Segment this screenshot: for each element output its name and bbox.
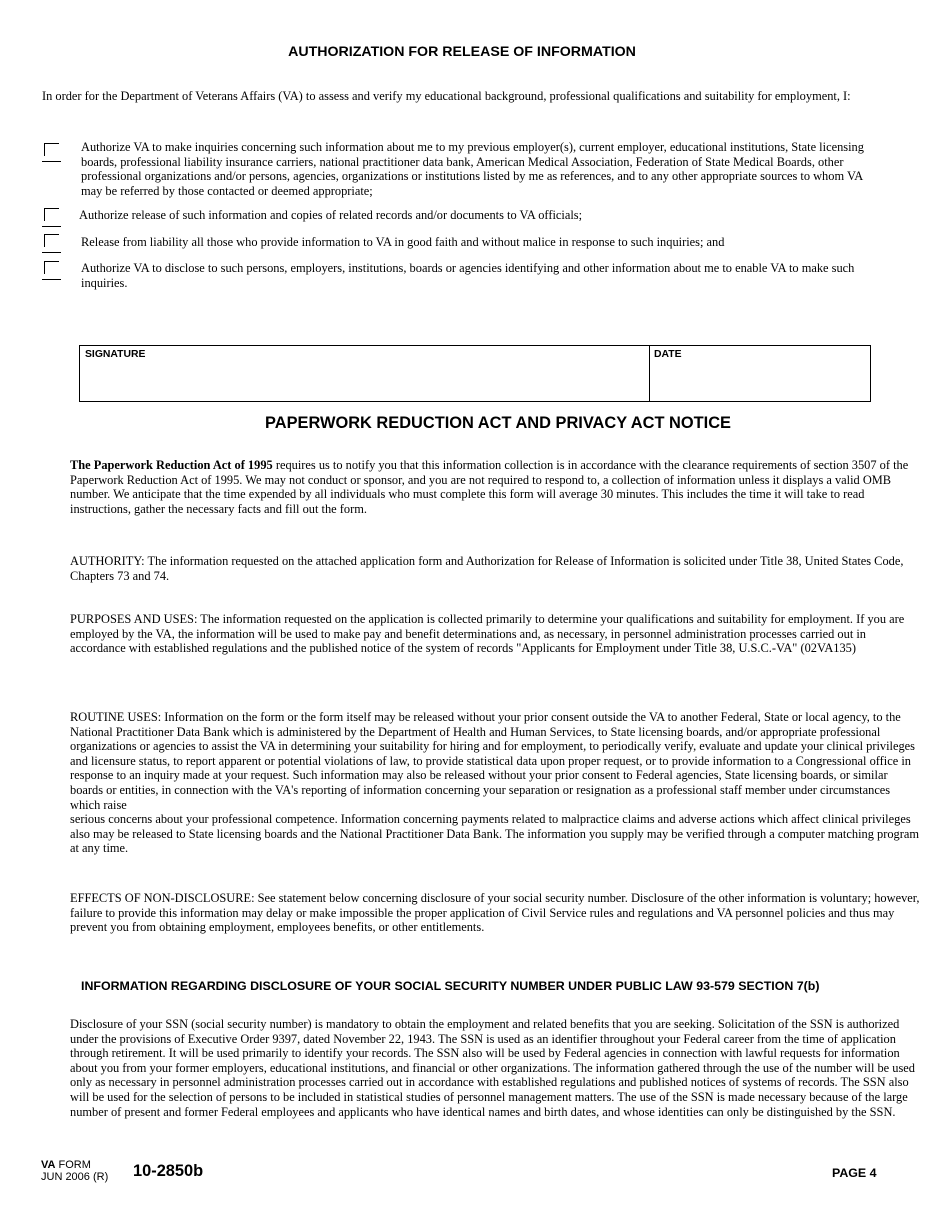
form-title: AUTHORIZATION FOR RELEASE OF INFORMATION <box>288 44 636 60</box>
signature-label: SIGNATURE <box>85 349 146 360</box>
footer-va: VA <box>41 1159 56 1171</box>
checkbox-authorize-disclose[interactable] <box>44 261 60 277</box>
routine-uses-paragraph <box>70 710 922 856</box>
routine-uses-text-2: serious concerns about your professional competence. Information concerning payments related to malpractice claims and adverse actions which affect clinical privileges also may be released to State licensing boards and the National Practitioner Data Bank. The information you supply may be verified through a computer matching program at any time. <box>70 812 919 856</box>
page-number: PAGE 4 <box>832 1166 877 1180</box>
footer-form: FORM <box>55 1159 91 1171</box>
form-number: 10-2850b <box>133 1162 204 1180</box>
routine-uses-text-1: ROUTINE USES: Information on the form or the form itself may be released without your prior consent outside the VA to another Federal, State or local agency, to the National Practitioner Data Bank which is administered by the Department of Health and Human Services, to State licensing boards, and/or appropriate professional organizations or agencies to assist the VA in determining your suitability for hiring and for employment, to periodically verify, evaluate and update your clinical privileges and licensure status, to report apparent or potential violations of law, to provide statistical data upon proper request, or to provide information to a Congressional office in response to an inquiry made at your request. Such information may also be released without your prior consent to Federal agencies, State licensing boards, or similar boards or entities, in connection with the VA's reporting of information concerning your separation or resignation as a professional staff member under circumstances which raise <box>70 710 915 812</box>
intro-text: In order for the Department of Veterans Affairs (VA) to assess and verify my educational background, professional qualifications and suitability for employment, I: <box>42 89 851 103</box>
date-field[interactable] <box>652 362 868 400</box>
purposes-paragraph: PURPOSES AND USES: The information requested on the application is collected primarily to determine your qualifications and suitability for employment. If you are employed by the VA, the information will be used to make pay and benefit determinations and, as necessary, in personnel administration processes carried out in accordance with established regulations and the published notice of the system of records "Applicants for Employment under Title 38, U.S.C.-VA" (02VA135) <box>70 612 905 656</box>
ssn-section-title: INFORMATION REGARDING DISCLOSURE OF YOUR SOCIAL SECURITY NUMBER UNDER PUBLIC LAW 93-579 SECTION 7(b) <box>81 979 820 993</box>
checkbox-authorize-release[interactable] <box>44 208 60 224</box>
checkbox-release-liability[interactable] <box>44 234 60 250</box>
ssn-paragraph: Disclosure of your SSN (social security number) is mandatory to obtain the employment and related benefits that you are seeking. Solicitation of the SSN is authorized under the provisions of Executive Order 9397, dated November 22, 1943. The SSN is used as an identifier throughout your Federal career from the time of application through retirement. It will be used primarily to identify your records. The SSN also will be used by Federal agencies in connection with lawful requests for information about you from your former employers, educational institutions, and financial or other organizations. The information gathered through the use of the number will be used only as necessary in personnel administration processes carried out in accordance with established regulations and published notices of systems of records. The SSN also will be used for the selection of persons to be included in statistical studies of personnel management matters. The use of the SSN is made necessary because of the large number of present and former Federal employees and applicants who have identical names and birth dates, and whose identities can only be distinguished by the SSN. <box>70 1017 915 1119</box>
authorization-item-release: Authorize release of such information and copies of related records and/or documents to VA officials; <box>79 208 583 222</box>
authorization-item-disclose: Authorize VA to disclose to such persons, employers, institutions, boards or agencies identifying and other information about me to enable VA to make such inquiries. <box>81 261 855 290</box>
date-label: DATE <box>654 349 682 360</box>
checkbox-authorize-inquiries[interactable] <box>44 143 60 159</box>
footer-date: JUN 2006 (R) <box>41 1171 109 1183</box>
signature-divider <box>649 346 650 401</box>
paperwork-reduction-paragraph <box>70 458 922 516</box>
paperwork-reduction-text: requires us to notify you that this information collection is in accordance with the clearance requirements of section 3507 of the Paperwork Reduction Act of 1995. We may not conduct or sponsor, and you are not required to respond to, a collection of information unless it displays a valid OMB number. We anticipate that the time expended by all individuals who must complete this form will average 30 minutes. This includes the time it will take to read instructions, gather the necessary facts and fill out the form. <box>70 458 909 516</box>
authority-paragraph: AUTHORITY: The information requested on the attached application form and Authorization for Release of Information is solicited under Title 38, United States Code, Chapters 73 and 74. <box>70 554 904 583</box>
form-footer-label <box>41 1159 108 1183</box>
notice-title: PAPERWORK REDUCTION ACT AND PRIVACY ACT NOTICE <box>265 414 731 432</box>
paperwork-reduction-act-name: The Paperwork Reduction Act of 1995 <box>70 458 273 472</box>
effects-paragraph: EFFECTS OF NON-DISCLOSURE: See statement below concerning disclosure of your social security number. Disclosure of the other information is voluntary; however, failure to provide this information may delay or make impossible the proper application of Civil Service rules and regulations and VA personnel policies and thus may prevent you from obtaining employment, employees benefits, or other entitlements. <box>70 891 920 935</box>
authorization-item-inquiries: Authorize VA to make inquiries concerning such information about me to my previous employer(s), current employer, educational institutions, State licensing boards, professional liability insurance carriers, national practitioner data bank, American Medical Association, Federation of State Medical Boards, other professional organizations and/or persons, agencies, organizations or institutions listed by me as references, and to any other appropriate sources to whom VA may be referred by those contacted or deemed appropriate; <box>81 140 864 198</box>
signature-field[interactable] <box>81 362 647 400</box>
signature-date-box <box>79 345 871 402</box>
authorization-item-liability: Release from liability all those who provide information to VA in good faith and without malice in response to such inquiries; and <box>81 235 725 249</box>
